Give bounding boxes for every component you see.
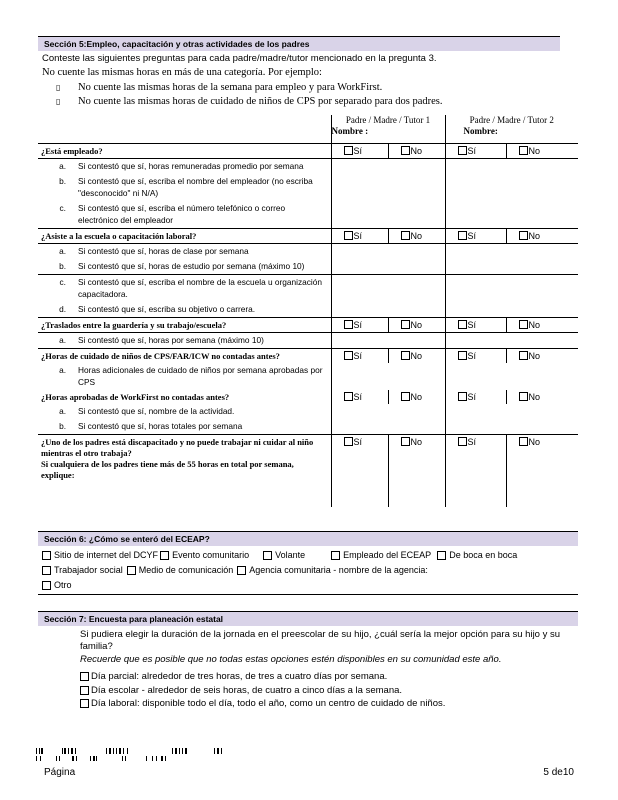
parent-1-title: Padre / Madre / Tutor 1 — [345, 115, 431, 125]
p2-answer-field[interactable] — [445, 419, 578, 435]
checkbox-icon[interactable] — [401, 351, 410, 360]
section-7-header: Sección 7: Encuesta para planeación estatal — [38, 611, 578, 626]
question-over-55: Si cualquiera de los padres tiene más de 55 horas en total por semana, explique: — [41, 458, 294, 480]
p2-no-option[interactable]: No — [506, 348, 578, 363]
checkbox-icon[interactable] — [519, 392, 528, 401]
p1-no-option[interactable]: No — [388, 434, 445, 507]
p1-no-option[interactable]: No — [388, 228, 445, 243]
duration-option-partial[interactable]: Día parcial: alrededor de tres horas, de tres a cuatro días por semana. — [80, 671, 387, 682]
bullet-item — [56, 82, 382, 93]
subquestion-employed-c: c. Si contestó que sí, escriba el número telefónico o correo electrónico del empleador — [38, 201, 331, 229]
p1-no-option[interactable]: No — [388, 143, 445, 158]
subquestion-school-a: a. Si contestó que sí, horas de clase por semana — [59, 245, 249, 256]
checkbox-icon[interactable] — [458, 231, 467, 240]
checkbox-icon[interactable] — [401, 146, 410, 155]
checkbox-icon[interactable] — [80, 699, 89, 708]
p2-yes-option[interactable]: Sí — [445, 228, 506, 243]
duration-option-school[interactable]: Día escolar - alrededor de seis horas, de cuatro a cinco días a la semana. — [80, 685, 402, 696]
checkbox-icon[interactable] — [331, 551, 340, 560]
parent-2-title: Padre / Madre / Tutor 2 — [469, 115, 554, 125]
p2-answer-field[interactable] — [445, 201, 578, 229]
section-5-intro-1: Conteste las siguientes preguntas para cada padre/madre/tutor mencionado en la pregunta 3. — [42, 53, 437, 64]
checkbox-icon[interactable] — [42, 566, 51, 575]
p2-no-option[interactable]: No — [506, 228, 578, 243]
page-number: 5 de10 — [543, 767, 574, 778]
subquestion-school-d: d. Si contestó que sí, escriba su objetivo o carrera. — [38, 302, 331, 318]
checkbox-icon[interactable] — [401, 437, 410, 446]
p2-no-option[interactable]: No — [506, 317, 578, 332]
p2-answer-field[interactable] — [445, 332, 578, 348]
checkbox-icon[interactable] — [458, 320, 467, 329]
p1-yes-option[interactable]: Sí — [331, 228, 388, 243]
subquestion-cps-a: a. Horas adicionales de cuidado de niños por semana aprobadas por CPS — [59, 364, 323, 387]
subquestion-travel-a: a. Si contestó que sí, horas por semana (máximo 10) — [38, 332, 331, 348]
p2-answer-field[interactable] — [445, 158, 578, 174]
p1-yes-option[interactable]: Sí — [331, 317, 388, 332]
p1-answer-field[interactable] — [331, 259, 445, 275]
section-6-row-2 — [42, 565, 428, 575]
checkbox-icon[interactable] — [437, 551, 446, 560]
checkbox-icon[interactable] — [458, 392, 467, 401]
checkbox-icon[interactable] — [401, 231, 410, 240]
section-7-question: Si pudiera elegir la duración de la jornada en el preescolar de su hijo, ¿cuál sería la mejor opción para su hijo y su familia? — [80, 629, 561, 652]
checkbox-icon[interactable] — [519, 437, 528, 446]
bullet-icon: ▯ — [56, 97, 61, 106]
p1-answer-field[interactable] — [331, 363, 445, 390]
question-disabled: ¿Uno de los padres está discapacitado y no puede trabajar ni cuidar al niño mientras el otro trabaja? Si cualquiera de los padres tiene más de 55 horas en total por semana, explique: — [38, 434, 331, 507]
source-option-community-event[interactable]: Evento comunitario — [160, 550, 249, 560]
checkbox-icon[interactable] — [519, 320, 528, 329]
question-travel: ¿Traslados entre la guardería y su trabajo/escuela? — [38, 317, 331, 332]
parent-2-name-field[interactable]: Nombre: — [463, 126, 498, 136]
p2-yes-option[interactable]: Sí — [445, 317, 506, 332]
checkbox-icon[interactable] — [344, 231, 353, 240]
question-school: ¿Asiste a la escuela o capacitación laboral? — [38, 228, 331, 243]
checkbox-icon[interactable] — [160, 551, 169, 560]
section-6-divider — [38, 594, 578, 595]
p2-yes-option[interactable]: Sí — [445, 348, 506, 363]
checkbox-icon[interactable] — [344, 320, 353, 329]
section-5-table — [38, 115, 578, 507]
checkbox-icon[interactable] — [344, 437, 353, 446]
checkbox-icon[interactable] — [42, 581, 51, 590]
p2-answer-field[interactable] — [445, 259, 578, 275]
p2-yes-option[interactable]: Sí — [445, 434, 506, 507]
p1-no-option[interactable]: No — [388, 317, 445, 332]
barcode-icon — [36, 748, 236, 762]
bullet-text: No cuente las mismas horas de cuidado de niños de CPS por separado para dos padres. — [78, 96, 443, 107]
checkbox-icon[interactable] — [80, 686, 89, 695]
header-blank — [38, 115, 331, 143]
p1-answer-field[interactable] — [331, 404, 445, 419]
p2-answer-field[interactable] — [445, 174, 578, 201]
p1-yes-option[interactable]: Sí — [331, 434, 388, 507]
section-5-header: Sección 5:Empleo, capacitación y otras actividades de los padres — [38, 36, 560, 51]
bullet-icon: ▯ — [56, 83, 61, 92]
p1-answer-field[interactable] — [331, 174, 445, 201]
subquestion-employed-b: b. Si contestó que sí, escriba el nombre del empleador (no escriba "desconocido" ni N/A) — [59, 175, 313, 198]
subquestion-workfirst-a: a. Si contestó que sí, nombre de la actividad. — [59, 405, 235, 416]
parent-1-name-field[interactable]: Nombre : — [331, 126, 369, 136]
source-option-word-of-mouth[interactable]: De boca en boca — [437, 550, 517, 560]
p1-yes-option[interactable]: Sí — [331, 390, 388, 404]
checkbox-icon[interactable] — [344, 351, 353, 360]
p2-no-option[interactable]: No — [506, 390, 578, 404]
checkbox-icon[interactable] — [401, 320, 410, 329]
p1-yes-option[interactable]: Sí — [331, 348, 388, 363]
p1-yes-option[interactable]: Sí — [331, 143, 388, 158]
p1-answer-field[interactable] — [331, 419, 445, 435]
subquestion-employed-a: a. Si contestó que sí, horas remuneradas promedio por semana — [59, 160, 304, 171]
source-option-other[interactable]: Otro — [42, 580, 72, 590]
p2-answer-field[interactable] — [445, 274, 578, 302]
section-6-row-3 — [42, 580, 72, 590]
source-option-flyer[interactable]: Volante — [263, 550, 305, 560]
source-option-community-agency[interactable]: Agencia comunitaria - nombre de la agencia: — [237, 565, 428, 575]
checkbox-icon[interactable] — [344, 392, 353, 401]
p2-yes-option[interactable]: Sí — [445, 143, 506, 158]
subquestion-school-c: c. Si contestó que sí, escriba el nombre de la escuela u organización capacitadora. — [59, 276, 322, 299]
checkbox-icon[interactable] — [519, 351, 528, 360]
checkbox-icon[interactable] — [458, 146, 467, 155]
parent-2-header — [445, 115, 578, 143]
checkbox-icon[interactable] — [458, 437, 467, 446]
p1-answer-field[interactable] — [331, 201, 445, 229]
subquestion-workfirst-b: b. Si contestó que sí, horas totales por semana — [38, 419, 331, 435]
checkbox-icon[interactable] — [42, 551, 51, 560]
duration-option-work[interactable]: Día laboral: disponible todo el día, todo el año, como un centro de cuidado de niños. — [80, 698, 445, 709]
p2-answer-field[interactable] — [445, 404, 578, 419]
checkbox-icon[interactable] — [458, 351, 467, 360]
source-option-social-worker[interactable]: Trabajador social — [42, 565, 123, 575]
parent-1-header — [331, 115, 445, 143]
checkbox-icon[interactable] — [263, 551, 272, 560]
p1-answer-field[interactable] — [331, 243, 445, 259]
p1-no-option[interactable]: No — [388, 348, 445, 363]
checkbox-icon[interactable] — [344, 146, 353, 155]
p2-answer-field[interactable] — [445, 363, 578, 390]
bullet-text: No cuente las mismas horas de la semana para empleo y para WorkFirst. — [78, 82, 383, 93]
checkbox-icon[interactable] — [80, 672, 89, 681]
section-5-intro-2: No cuente las mismas horas en más de una categoría. Por ejemplo: — [42, 67, 322, 78]
p1-answer-field[interactable] — [331, 158, 445, 174]
checkbox-icon[interactable] — [519, 146, 528, 155]
source-option-media[interactable]: Medio de comunicación — [127, 565, 234, 575]
p1-no-option[interactable]: No — [388, 390, 445, 404]
page-label: Página — [44, 767, 76, 778]
p2-yes-option[interactable]: Sí — [445, 390, 506, 404]
subquestion-school-b: b. Si contestó que sí, horas de estudio por semana (máximo 10) — [38, 259, 331, 275]
source-option-website[interactable]: Sitio de internet del DCYF — [42, 550, 158, 560]
source-option-eceap-employee[interactable]: Empleado del ECEAP — [331, 550, 431, 560]
p1-answer-field[interactable] — [331, 332, 445, 348]
section-7-note: Recuerde que es posible que no todas estas opciones estén disponibles en su comunidad este año. — [80, 654, 502, 665]
question-employed: ¿Está empleado? — [38, 143, 331, 158]
p2-answer-field[interactable] — [445, 302, 578, 318]
checkbox-icon[interactable] — [237, 566, 246, 575]
checkbox-icon[interactable] — [519, 231, 528, 240]
p2-no-option[interactable]: No — [506, 434, 578, 507]
p2-no-option[interactable]: No — [506, 143, 578, 158]
section-6-header: Sección 6: ¿Cómo se enteró del ECEAP? — [38, 531, 578, 546]
checkbox-icon[interactable] — [401, 392, 410, 401]
p1-answer-field[interactable] — [331, 274, 445, 302]
bullet-item — [56, 96, 443, 107]
checkbox-icon[interactable] — [127, 566, 136, 575]
section-6-row-1 — [42, 550, 517, 560]
question-workfirst: ¿Horas aprobadas de WorkFirst no contadas antes? — [41, 391, 230, 402]
p1-answer-field[interactable] — [331, 302, 445, 318]
p2-answer-field[interactable] — [445, 243, 578, 259]
question-cps: ¿Horas de cuidado de niños de CPS/FAR/ICW no contadas antes? — [41, 350, 280, 361]
